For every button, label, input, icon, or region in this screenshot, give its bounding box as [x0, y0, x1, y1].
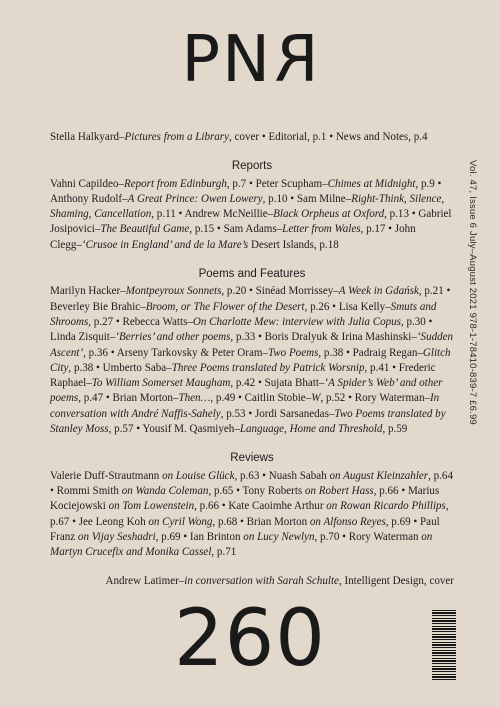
entry-title: on Robert Hass	[302, 484, 374, 497]
entry-author: Beverley Bie Brahic	[50, 300, 141, 313]
entry-author: Peter Scupham	[255, 177, 323, 190]
closing-rest: , Intelligent Design, cover	[338, 575, 454, 588]
logo-letter-n: N	[222, 23, 272, 97]
contents-entry	[256, 178, 442, 190]
entry-author: Gabriel Josipovici	[50, 208, 452, 236]
entry-page: , p.67 •	[50, 500, 449, 528]
closing-title: –in conversation with Sarah Schulte	[178, 575, 339, 588]
entry-title: –Language, Home and Threshold	[234, 423, 383, 436]
contents-entry	[245, 392, 355, 404]
entry-page: , p.64 •	[50, 469, 453, 497]
entry-page: , p.57 •	[108, 423, 143, 436]
entry-title: –‘Berries’ and other poems	[109, 331, 231, 344]
entry-page: , p.27 •	[88, 315, 123, 328]
entry-author: Padraig Regan	[352, 346, 418, 359]
entry-author: Paul Franz	[50, 515, 440, 543]
entry-author: Caitlin Stobie	[244, 392, 306, 405]
entry-title: –Letter from Wales	[276, 223, 361, 236]
contents-entry	[50, 285, 256, 297]
entry-author: Sujata Bhatt	[264, 377, 319, 390]
entry-page: , p.52 •	[320, 392, 355, 405]
entry-page: , p.7 •	[226, 177, 256, 190]
intro-rest: , cover • Editorial, p.1 • News and Notes, p.4	[229, 131, 428, 143]
entry-title: –Right-Think, Silence, Shaming, Cancellation	[50, 192, 445, 221]
entry-title: –Broom, or The Flower of the Desert	[140, 300, 305, 313]
entry-title: –A Great Prince: Owen Lowery	[122, 192, 263, 205]
entry-title: –A Week in Gdańsk	[333, 285, 419, 298]
contents-entry	[50, 178, 256, 190]
poems-heading: Poems and Features	[198, 268, 306, 281]
entry-author: Linda Zisquit	[50, 331, 110, 344]
entry-author: Kate Caoimhe Arthur	[228, 500, 324, 513]
contents-entry	[142, 423, 407, 435]
barcode-icon	[432, 610, 456, 682]
entry-page: , p.63 •	[234, 469, 269, 482]
entry-title: on Alfonso Reyes	[307, 515, 386, 528]
entry-page: , p.13 •	[384, 208, 419, 221]
entry-author: Sinéad Morrissey	[255, 285, 334, 298]
entry-title: on August Kleinzahler	[326, 469, 429, 482]
intro-line	[50, 130, 454, 145]
contents-entry	[256, 285, 451, 297]
entry-author: Ian Brinton	[189, 530, 241, 543]
entry-page: , p.15 •	[189, 223, 224, 236]
entry-page: , p.68 •	[212, 515, 247, 528]
entry-page: , p.66 •	[373, 484, 408, 497]
entry-page: , p.47 •	[78, 392, 113, 405]
contents-entry	[247, 516, 420, 528]
entry-author: Arseny Tarkovsky & Peter Oram	[116, 346, 263, 359]
entry-author: Tony Roberts	[242, 484, 303, 497]
entry-author: Rebecca Watts	[122, 315, 188, 328]
contents-entry	[185, 208, 419, 220]
reports-heading: Reports	[231, 160, 273, 173]
entry-title: on Cyril Wong	[145, 515, 213, 528]
entry-author: Andrew McNeillie	[184, 208, 268, 221]
entry-page: , p.42 •	[230, 377, 265, 390]
entry-title: on Tom Lowenstein	[105, 500, 195, 513]
entry-title: –Smuts and Shrooms	[50, 300, 437, 328]
entry-page: , p.33 •	[230, 331, 265, 344]
entry-author: Yousif M. Qasmiyeh	[142, 423, 235, 436]
entry-author: Sam Adams	[223, 223, 277, 236]
reviews-list	[50, 469, 454, 561]
magazine-logo	[0, 23, 500, 97]
entry-author: Umberto Saba	[102, 361, 167, 374]
contents-entry	[50, 301, 339, 313]
entry-author: John Clegg	[50, 223, 416, 251]
entry-author: Anthony Rudolf	[50, 192, 123, 205]
entry-page: , p.10 •	[262, 192, 297, 205]
entry-page: , p.38 •	[68, 361, 103, 374]
entry-title: –Two Poems	[262, 346, 319, 359]
entry-author: Marilyn Hacker	[50, 285, 121, 298]
entry-title: –Chimes at Midnight	[322, 177, 416, 190]
entry-title: –The Beautiful Game	[94, 223, 190, 236]
entry-title: –Black Orpheus at Oxford	[267, 208, 385, 221]
entry-page: , p.59	[382, 423, 408, 436]
issue-number: 260	[174, 594, 326, 684]
entry-author: Sam Milne	[296, 192, 346, 205]
entry-page: , p.65 •	[208, 484, 243, 497]
entry-title: –Then…	[172, 392, 211, 405]
intro-author: Stella Halkyard	[50, 131, 120, 143]
entry-author: Nuash Sabah	[268, 469, 327, 482]
entry-author: Vahni Capildeo	[50, 177, 119, 190]
entry-title: on Martyn Crucefix and Monika Cassel	[50, 530, 433, 559]
table-of-contents	[50, 130, 454, 590]
entry-page: , p.69 •	[155, 530, 190, 543]
entry-author: Marius Kociejowski	[50, 484, 440, 513]
intro-title: –Pictures from a Library	[119, 131, 229, 143]
logo-letter-r-mirrored: R	[272, 23, 319, 97]
closing-line	[50, 574, 454, 589]
entry-title: on Louise Glück	[159, 469, 235, 482]
entry-author: Brian Morton	[112, 392, 173, 405]
entry-page: , p.66 •	[194, 500, 229, 513]
entry-title: on Rowan Ricardo Phillips	[323, 500, 446, 513]
entry-page: , p.30 •	[400, 315, 433, 328]
spine-issue-info: Vol. 47, Issue 6 July–August 2021 978-1-78410-839-7 £6.99	[467, 160, 478, 425]
entry-author: Boris Dralyuk & Irina Mashinski	[264, 331, 412, 344]
reviews-heading: Reviews	[230, 452, 274, 465]
entry-title: –Glitch City	[50, 346, 451, 374]
contents-entry	[79, 516, 247, 528]
entry-title: –‘A Spider’s Web’ and other poems	[50, 377, 443, 405]
entry-page: , p.17 •	[360, 223, 395, 236]
closing-author: Andrew Latimer	[105, 575, 179, 588]
entry-title: –‘Crusoe in England’ and de la Mare’s	[76, 238, 249, 251]
entry-page: , p.20 •	[221, 285, 256, 298]
entry-author: Rommi Smith	[56, 484, 119, 497]
entry-page: Desert Islands, p.18	[248, 238, 339, 251]
entry-page: , p.71	[211, 546, 237, 559]
entry-title: on Lucy Newlyn	[240, 530, 315, 543]
entry-page: , p.70 •	[314, 530, 349, 543]
entry-title: –Report from Edinburgh	[118, 177, 227, 190]
entry-title: –W	[305, 392, 321, 405]
reports-list	[50, 177, 454, 253]
entry-author: Rory Waterman	[348, 530, 419, 543]
entry-author: Jee Leong Koh	[78, 515, 146, 528]
entry-page: , p.11 •	[151, 208, 185, 221]
entry-page: , p.9 •	[415, 177, 442, 190]
contents-entry	[224, 223, 395, 235]
entry-page: , p.36 •	[83, 346, 117, 359]
poems-list	[50, 284, 454, 437]
contents-entry	[50, 193, 297, 205]
contents-entry	[117, 347, 353, 359]
contents-entry	[190, 531, 349, 543]
entry-author: Frederic Raphael	[50, 361, 436, 390]
entry-author: Brian Morton	[246, 515, 308, 528]
entry-page: , p.41 •	[364, 361, 399, 374]
contents-entry	[243, 485, 408, 497]
entry-author: Rory Waterman	[354, 392, 425, 405]
contents-entry	[57, 485, 243, 497]
contents-entry	[50, 470, 269, 482]
entry-title: –‘Sudden Ascent’	[50, 331, 454, 359]
contents-entry	[103, 362, 399, 374]
entry-title: –To William Somerset Maugham	[86, 377, 231, 390]
entry-page: , p.26 •	[304, 300, 339, 313]
entry-author: Jordi Sarsanedas	[254, 407, 329, 420]
contents-entry	[112, 392, 244, 404]
entry-title: –Montpeyroux Sonnets	[120, 285, 222, 298]
entry-author: Lisa Kelly	[338, 300, 386, 313]
entry-page: , p.49 •	[210, 392, 245, 405]
entry-author: Valerie Duff-Strautmann	[50, 469, 160, 482]
entry-page: , p.21 •	[418, 285, 451, 298]
contents-entry	[50, 331, 265, 343]
entry-title: –In conversation with André Naffis-Sahely	[50, 392, 440, 420]
contents-entry	[123, 316, 433, 328]
entry-title: on Wanda Coleman	[118, 484, 209, 497]
entry-title: on Vijay Seshadri	[75, 530, 156, 543]
entry-title: –Two Poems translated by Stanley Moss	[50, 407, 446, 436]
entry-title: –Three Poems translated by Patrick Worsnip	[166, 361, 365, 374]
entry-page: , p.53 •	[220, 407, 255, 420]
entry-page: , p.69 •	[385, 515, 421, 528]
entry-title: –On Charlotte Mew: interview with Julia Copus	[187, 315, 401, 328]
entry-page: , p.38 •	[318, 346, 353, 359]
logo-letter-p: P	[181, 23, 223, 97]
